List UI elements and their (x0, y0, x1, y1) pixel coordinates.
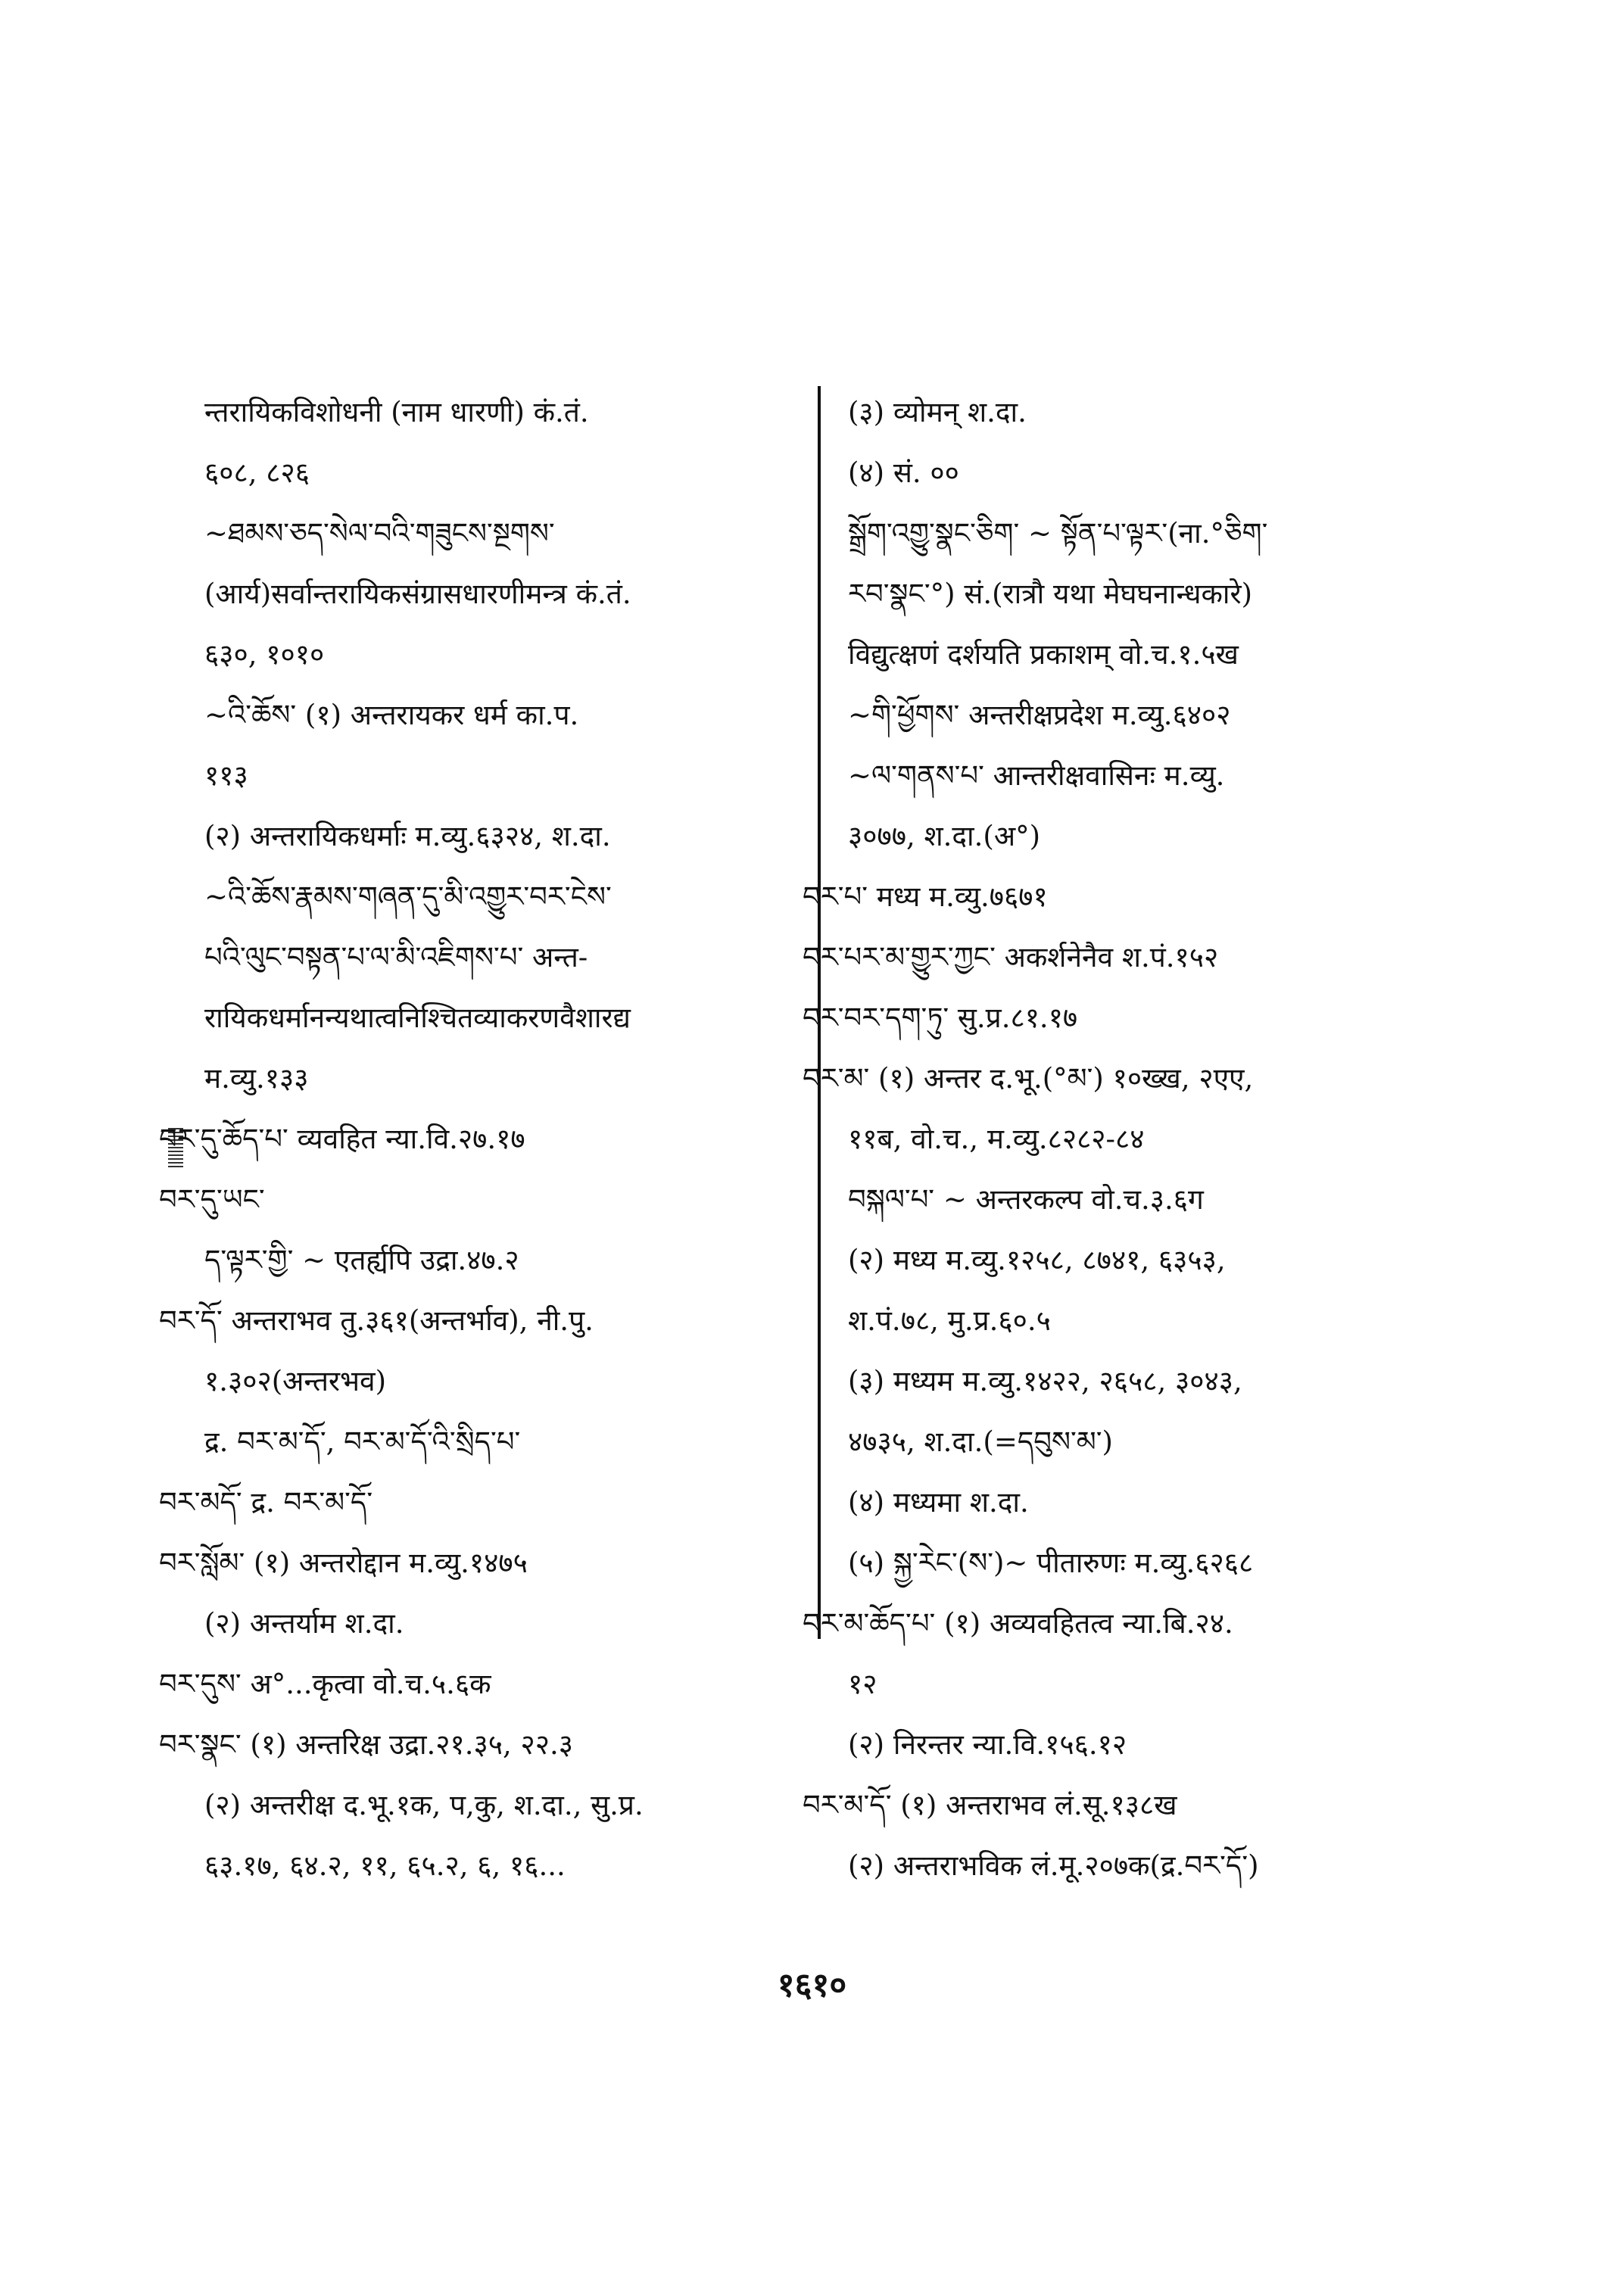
dictionary-line: བར་མདོ་ द्र. བར་མ་དོ་ (159, 1486, 373, 1519)
dictionary-line: བར་དུ་ཆོད་པ་ व्यवहित न्या.वि.२७.१७ (159, 1123, 525, 1155)
dictionary-line: བར་བར་དག་ཏུ་ सु.प्र.८१.१७ (803, 1002, 1078, 1034)
dictionary-line: པའི་ལུང་བསྟན་པ་ལ་མི་འཇིགས་པ་ अन्त- (204, 941, 588, 974)
dictionary-line: ६३०, १०१० (204, 638, 325, 671)
dictionary-line: བར་སྣང་ (१) अन्तरिक्ष उद्रा.२१.३५, २२.३ (159, 1728, 574, 1761)
dictionary-line: བར་མ་ (१) अन्तर द.भू.(°མ་) १०ख्ख, २एए, (803, 1062, 1254, 1095)
dictionary-line: ~འི་ཆོས་ (१) अन्तरायकर धर्म का.प. (204, 699, 579, 731)
dictionary-line: ६०८, ८२६ (204, 456, 310, 489)
dictionary-line: བར་དོ་ अन्तराभव तु.३६१(अन्तर्भाव), नी.पु. (159, 1304, 594, 1337)
dictionary-line: १२ (848, 1668, 877, 1700)
left-column (159, 382, 803, 1896)
dictionary-line: བར་མ་ཆོད་པ་ (१) अव्यवहितत्व न्या.बि.२४. (803, 1607, 1233, 1640)
dictionary-line: ६३.१७, ६४.२, ११, ६५.२, ६, १६... (204, 1849, 566, 1882)
dictionary-line: ~ཐམས་ཅད་སེལ་བའི་གཟུངས་སྔགས་ (204, 517, 555, 550)
dictionary-line: (२) निरन्तर न्या.वि.१५६.१२ (848, 1728, 1127, 1761)
dictionary-line: ད་ལྟར་གྱི་ ~ एतर्ह्यपि उद्रा.४७.२ (204, 1244, 519, 1276)
dictionary-line: བསྐལ་པ་ ~ अन्तरकल्प वो.च.३.६ग (848, 1183, 1204, 1216)
dictionary-line: རབ་སྣང་°) सं.(रात्रौ यथा मेघघनान्धकारे) (848, 578, 1253, 610)
dictionary-line: (२) अन्तरायिकधर्माः म.व्यु.६३२४, श.दा. (204, 820, 611, 852)
dictionary-line: विद्युत्क्षणं दर्शयति प्रकाशम् वो.च.१.५ख (848, 638, 1239, 671)
dictionary-line: (३) मध्यम म.व्यु.१४२२, २६५८, ३०४३, (848, 1365, 1242, 1397)
dictionary-line: (आर्य)सर्वान्तरायिकसंग्रासधारणीमन्त्र कं.तं. (204, 578, 631, 610)
dictionary-line: म.व्यु.१३३ (204, 1062, 309, 1095)
dictionary-line: སྒྲོག་འགྱུ་སྣང་ཅིག་ ~ སྟོན་པ་ལྟར་(ना.°ཅིག་ (848, 517, 1268, 550)
dictionary-line: ~འི་ཆོས་རྣམས་གཞན་དུ་མི་འགྱུར་བར་ངེས་ (204, 880, 612, 913)
dictionary-line: श.पं.७८, मु.प्र.६०.५ (848, 1304, 1051, 1337)
dictionary-line: (५) སྐྱ་རེང་(ས་)~ पीतारुणः म.व्यु.६२६८ (848, 1547, 1254, 1579)
dictionary-line: (४) सं. ०० (848, 456, 959, 489)
dictionary-line: བར་པར་མ་གྱུར་ཀྱང་ अकर्शनेनैव श.पं.१५२ (803, 941, 1219, 974)
dictionary-line: བར་དུ་ཡང་ (159, 1183, 265, 1216)
dictionary-line: ११३ (204, 759, 248, 792)
dictionary-line: ४७३५, श.दा.(=དབུས་མ་) (848, 1425, 1113, 1458)
dictionary-line: ~ལ་གནས་པ་ आन्तरीक्षवासिनः म.व्यु. (848, 759, 1225, 792)
dictionary-line: (२) अन्तर्याम श.दा. (204, 1607, 404, 1640)
dictionary-line: द्र. བར་མ་དོ་, བར་མ་དོ་འི་སྲིད་པ་ (204, 1425, 521, 1458)
dictionary-line: ३०७७, श.दा.(अ°) (848, 820, 1041, 852)
dictionary-line: १.३०२(अन्तरभव) (204, 1365, 387, 1397)
page-number: १६१० (777, 1966, 847, 2005)
dictionary-line: (३) व्योमन् श.दा. (848, 396, 1027, 428)
dictionary-line: ~གི་ཕྱོགས་ अन्तरीक्षप्रदेश म.व्यु.६४०२ (848, 699, 1231, 731)
dictionary-line: བར་དུས་ अ°...कृत्वा वो.च.५.६क (159, 1668, 491, 1700)
dictionary-line: (२) मध्य म.व्यु.१२५८, ८७४१, ६३५३, (848, 1244, 1226, 1276)
dictionary-line: བར་པ་ मध्य म.व्यु.७६७१ (803, 880, 1048, 913)
dictionary-line: བར་སློམ་ (१) अन्तरोद्दान म.व्यु.१४७५ (159, 1547, 528, 1579)
right-column (803, 382, 1469, 1896)
dictionary-line: (४) मध्यमा श.दा. (848, 1486, 1029, 1519)
dictionary-line: (२) अन्तराभविक लं.मू.२०७क(द्र.བར་དོ་) (848, 1849, 1259, 1882)
dictionary-line: (२) अन्तरीक्ष द.भू.१क, प,कु, श.दा., सु.प्र. (204, 1789, 644, 1821)
dictionary-line: न्तरायिकविशोधनी (नाम धारणी) कं.तं. (204, 396, 589, 428)
dictionary-line: ११ब, वो.च., म.व्यु.८२८२-८४ (848, 1123, 1145, 1155)
dictionary-line: रायिकधर्मानन्यथात्वनिश्चितव्याकरणवैशारद्य (204, 1002, 631, 1034)
dictionary-line: བར་མ་དོ་ (१) अन्तराभव लं.सू.१३८ख (803, 1789, 1177, 1821)
